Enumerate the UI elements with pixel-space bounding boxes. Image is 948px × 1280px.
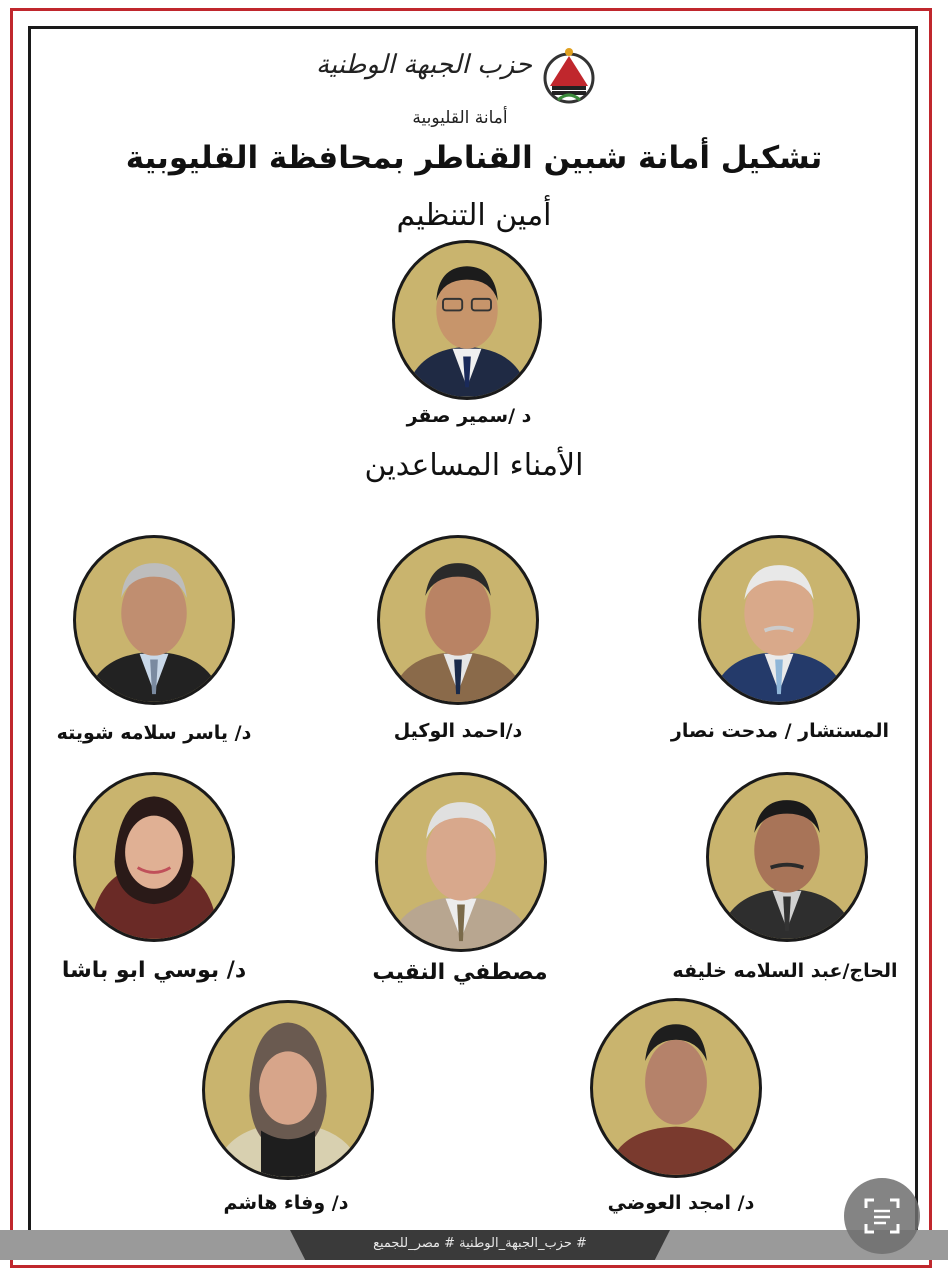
portrait-member-7	[590, 998, 762, 1178]
document-scan-icon	[844, 1178, 920, 1254]
name-secretary: د /سمير صقر	[406, 405, 532, 427]
branch-name: أمانة القليوبية	[412, 108, 508, 128]
name-member-5: مصطفي النقيب	[372, 960, 548, 985]
name-member-6: د/ بوسي ابو باشا	[61, 958, 247, 983]
portrait-member-8	[202, 1000, 374, 1180]
name-member-2: د/احمد الوكيل	[393, 720, 523, 742]
page-title: تشكيل أمانة شبين القناطر بمحافظة القليوبية	[125, 140, 823, 176]
portrait-member-6	[73, 772, 235, 942]
portrait-member-5	[375, 772, 547, 952]
scan-button[interactable]	[844, 1178, 920, 1254]
portrait-member-1	[698, 535, 860, 705]
portrait-member-3	[73, 535, 235, 705]
name-member-4: الحاج/عبد السلامه خليفه	[672, 960, 898, 982]
footer-hashtags: # حزب_الجبهة_الوطنية # مصر_للجميع	[373, 1236, 587, 1251]
name-member-8: د/ وفاء هاشم	[223, 1192, 349, 1214]
portrait-member-4	[706, 772, 868, 942]
party-emblem-icon	[538, 46, 600, 108]
party-logo	[315, 42, 610, 134]
portrait-secretary	[392, 240, 542, 400]
portrait-member-2	[377, 535, 539, 705]
name-member-1: المستشار / مدحت نصار	[670, 720, 890, 742]
section-title-secretary: أمين التنظيم	[396, 198, 552, 233]
name-member-7: د/ امجد العوضي	[607, 1192, 755, 1214]
name-member-3: د/ ياسر سلامه شويته	[56, 722, 252, 744]
party-name: حزب الجبهة الوطنية	[315, 50, 532, 80]
section-title-assistants: الأمناء المساعدين	[364, 448, 584, 483]
